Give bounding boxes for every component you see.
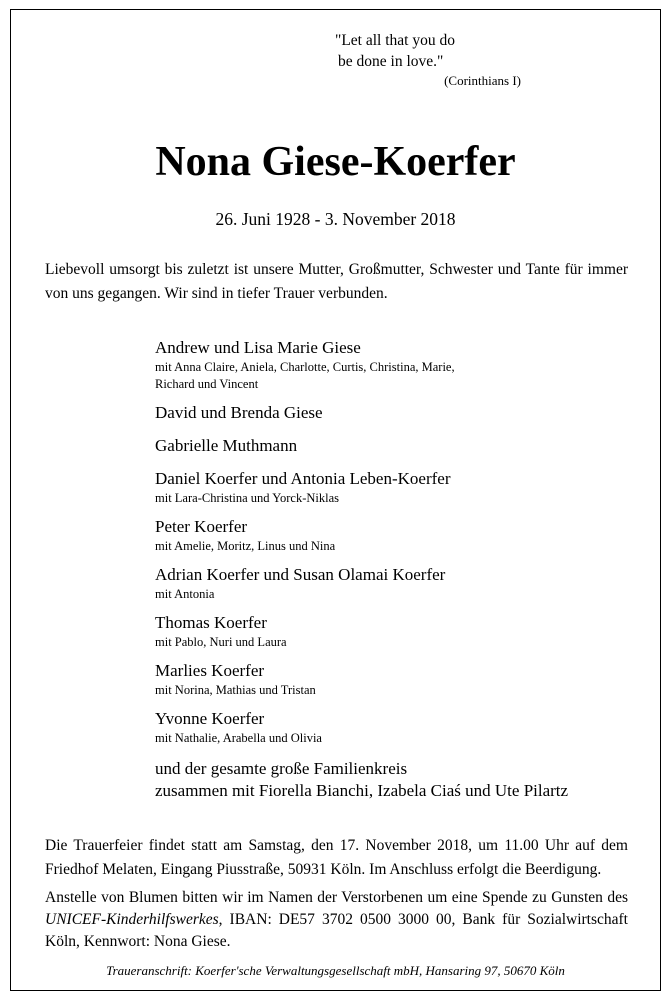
mourner-entry	[155, 660, 635, 699]
mourner-entry	[155, 708, 635, 747]
mourner-name: Adrian Koerfer und Susan Olamai Koerfer	[155, 565, 446, 584]
closing-family	[155, 758, 645, 802]
mourner-entry	[155, 516, 635, 555]
mourners-list	[155, 337, 635, 747]
mourner-name: Yvonne Koerfer	[155, 709, 265, 728]
mourner-children: Richard und Vincent	[155, 377, 259, 391]
mourner-children: mit Norina, Mathias und Tristan	[155, 683, 316, 697]
mourner-entry	[155, 468, 635, 507]
mourner-name: Peter Koerfer	[155, 517, 248, 536]
mourner-children: mit Lara-Christina und Yorck-Niklas	[155, 491, 340, 505]
closing-line-2: zusammen mit Fiorella Bianchi, Izabela Ciaś und Ute Pilartz	[155, 781, 569, 800]
mourner-name: Thomas Koerfer	[155, 613, 267, 632]
donation-text-end: , IBAN: DE57 3702 0500 3000 00, Bank für Sozialwirtschaft Köln, Kennwort: Nona Giese.	[45, 911, 628, 950]
mourner-children: mit Antonia	[155, 587, 215, 601]
mourner-entry	[155, 564, 635, 603]
mourner-name: David und Brenda Giese	[155, 403, 323, 422]
mourner-entry	[155, 612, 635, 651]
mourner-children: mit Anna Claire, Aniela, Charlotte, Curtis, Christina, Marie,	[155, 360, 455, 374]
mourner-children: mit Pablo, Nuri und Laura	[155, 635, 287, 649]
mourner-entry	[155, 435, 635, 457]
mourner-name: Daniel Koerfer und Antonia Leben-Koerfer	[155, 469, 451, 488]
deceased-name: Nona Giese-Koerfer	[155, 139, 516, 185]
mourner-name: Andrew und Lisa Marie Giese	[155, 338, 361, 357]
epigraph-quote	[335, 30, 585, 90]
mourner-children: mit Nathalie, Arabella und Olivia	[155, 731, 322, 745]
quote-source: (Corinthians I)	[444, 73, 521, 88]
donation-paragraph	[45, 887, 628, 953]
quote-line-1: "Let all that you do	[335, 32, 455, 49]
mourner-name: Marlies Koerfer	[155, 661, 265, 680]
quote-line-2: be done in love."	[338, 53, 444, 70]
donation-organization: UNICEF-Kinderhilfswerkes	[45, 911, 219, 928]
closing-line-1: und der gesamte große Familienkreis	[155, 759, 408, 778]
mourner-name: Gabrielle Muthmann	[155, 436, 298, 455]
intro-paragraph: Liebevoll umsorgt bis zuletzt ist unsere Mutter, Großmutter, Schwester und Tante für immer von uns gegangen. Wir sind in tiefer Trauer verbunden.	[45, 261, 628, 302]
donation-text-start: Anstelle von Blumen bitten wir im Namen der Verstorbenen um eine Spende zu Gunsten des	[45, 889, 628, 906]
mourning-address: Traueranschrift: Koerfer'sche Verwaltungsgesellschaft mbH, Hansaring 97, 50670 Köln	[106, 963, 565, 978]
mourner-children: mit Amelie, Moritz, Linus und Nina	[155, 539, 336, 553]
mourner-entry	[155, 402, 635, 424]
mourner-entry	[155, 337, 635, 393]
life-dates: 26. Juni 1928 - 3. November 2018	[215, 209, 456, 229]
ceremony-paragraph: Die Trauerfeier findet statt am Samstag, den 17. November 2018, um 11.00 Uhr auf dem Friedhof Melaten, Eingang Piusstraße, 50931 Köln. Im Anschluss erfolgt die Beerdigung.	[45, 837, 628, 878]
